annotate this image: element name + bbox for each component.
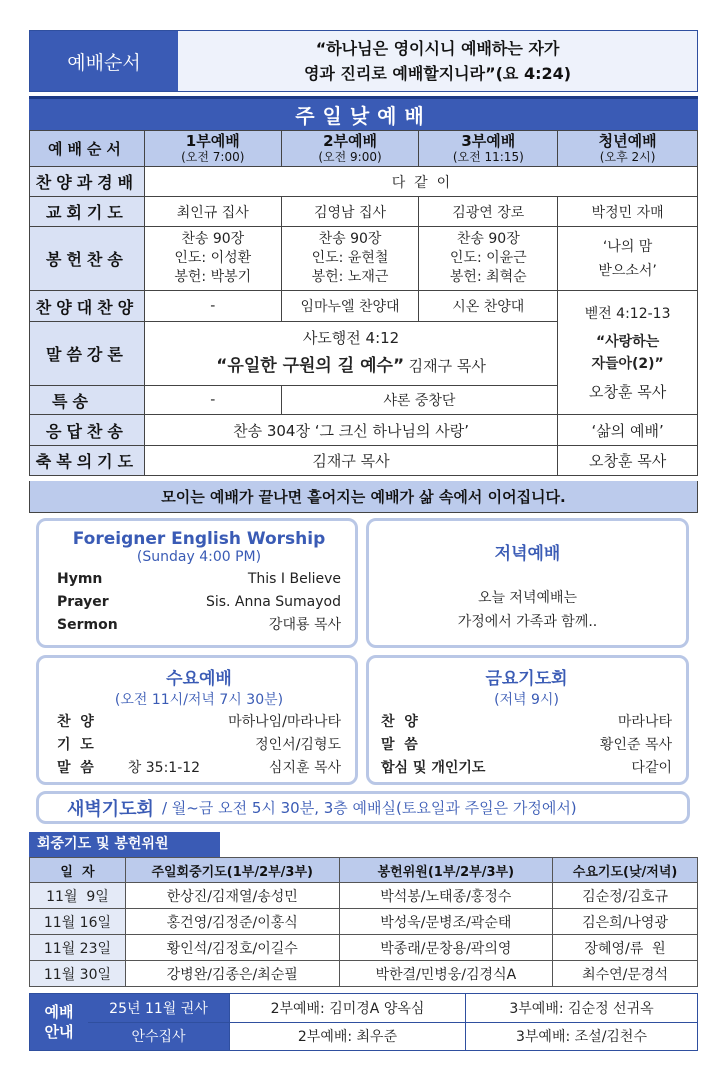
worship-guide (29, 993, 698, 1051)
table-row: 11월 16일 홍건영/김정준/이홍식 박성욱/문병조/곽순태 김은희/나영광 (30, 909, 698, 935)
prayer-2: 김영남 집사 (281, 197, 419, 227)
wednesday-row: 찬 양 마하나임/마라나타 (57, 714, 341, 730)
sunday-order-table (29, 130, 698, 476)
row-response (30, 415, 698, 446)
guide-row-deaconess (88, 994, 697, 1023)
evening-worship-box (366, 518, 689, 648)
row-blessing (30, 446, 698, 476)
label-prayer: 교회기도 (30, 197, 145, 227)
label-order: 예배순서 (30, 131, 145, 167)
guide-label: 예배 안내 (30, 994, 88, 1050)
prayer-3: 김광연 장로 (419, 197, 558, 227)
row-prayer (30, 197, 698, 227)
verse-line-2: 영과 진리로 예배할지니라”(요 4:24) (303, 64, 572, 83)
evening-line-1: 오늘 저녁예배는 (477, 590, 578, 606)
wednesday-row: 말 씀 창 35:1-12 심지훈 목사 (57, 760, 341, 776)
friday-row: 합심 및 개인기도 다같이 (381, 760, 672, 776)
english-worship-time: (Sunday 4:00 PM) (136, 549, 262, 565)
scattered-worship-note: 모이는 예배가 끝나면 흩어지는 예배가 삶 속에서 이어집니다. (29, 481, 698, 513)
response-main: 찬송 304장 ‘그 크신 하나님의 사랑’ (144, 415, 557, 446)
row-praise (30, 167, 698, 197)
offering-1: 찬송 90장 인도: 이성환 봉헌: 박봉기 (144, 227, 281, 291)
blessing-main: 김재구 목사 (144, 446, 557, 476)
english-worship-box (36, 518, 358, 648)
header-label: 예배순서 (30, 31, 178, 91)
english-row: Hymn This I Believe (57, 571, 341, 587)
label-response: 응답찬송 (30, 415, 145, 446)
offering-2: 찬송 90장 인도: 윤현철 봉헌: 노재근 (281, 227, 419, 291)
label-sermon: 말씀강론 (30, 322, 145, 386)
response-youth: ‘삶의 예배’ (558, 415, 698, 446)
label-praise: 찬양과경배 (30, 167, 145, 197)
evening-line-2: 가정에서 가족과 함께.. (457, 614, 598, 630)
guide-row1-third: 3부예배: 김순정 선귀옥 (509, 1000, 654, 1017)
evening-worship-title: 저녁예배 (494, 544, 561, 564)
row-choir (30, 291, 698, 322)
label-blessing: 축복의기도 (30, 446, 145, 476)
guide-row2-label: 안수집사 (88, 1023, 230, 1051)
table-row: 11월 9일 한상진/김재열/송성민 박석봉/노태종/홍정수 김순정/김호규 (30, 883, 698, 909)
friday-title: 금요기도회 (485, 669, 568, 689)
offering-youth: ‘나의 맘 받으소서’ (558, 227, 698, 291)
committee-title: 회중기도 및 봉헌위원 (29, 832, 220, 857)
choir-3: 시온 찬양대 (419, 291, 558, 322)
choir-2: 임마누엘 찬양대 (281, 291, 419, 322)
friday-row: 찬 양 마라나타 (381, 714, 672, 730)
friday-row: 말 씀 황인준 목사 (381, 737, 672, 753)
header (29, 30, 698, 92)
praise-all: 다 같 이 (144, 167, 697, 197)
column-2: 2부예배 (오전 9:00) (281, 131, 419, 167)
choir-1: - (144, 291, 281, 322)
friday-prayer-box (366, 655, 689, 785)
special-2: 샤론 중창단 (281, 386, 558, 415)
offering-3: 찬송 90장 인도: 이윤근 봉헌: 최혁순 (419, 227, 558, 291)
label-special: 특송 (30, 386, 145, 415)
friday-time: (저녁 9시) (494, 692, 559, 708)
row-offering (30, 227, 698, 291)
committee-table (29, 857, 698, 987)
guide-row1-label: 25년 11월 권사 (88, 994, 230, 1022)
prayer-youth: 박정민 자매 (558, 197, 698, 227)
wednesday-worship-box (36, 655, 358, 785)
dawn-prayer-title: 새벽기도회 (67, 798, 154, 820)
verse-line-1: “하나님은 영이시니 예배하는 자가 (315, 39, 560, 58)
prayer-1: 최인규 집사 (144, 197, 281, 227)
wednesday-row: 기 도 정인서/김형도 (57, 737, 341, 753)
guide-row2-second: 2부예배: 최우준 (230, 1023, 466, 1051)
english-worship-title: Foreigner English Worship (72, 529, 326, 549)
youth-sermon: 벧전 4:12-13 “사랑하는 자들아(2)” 오창훈 목사 (558, 291, 698, 415)
committee-header-row: 일 자 주일회중기도(1부/2부/3부) 봉헌위원(1부/2부/3부) 수요기도(낮/저녁) (30, 858, 698, 883)
label-offering: 봉헌찬송 (30, 227, 145, 291)
wednesday-time: (오전 11시/저녁 7시 30분) (114, 692, 284, 708)
table-row: 11월 30일 강병완/김종은/최순필 박한결/민병웅/김경식A 최수연/문경석 (30, 961, 698, 987)
guide-row2-third: 3부예배: 조설/김천수 (516, 1029, 647, 1046)
english-row: Sermon 강대룡 목사 (57, 617, 341, 633)
guide-row-deacon (88, 1023, 697, 1051)
special-1: - (144, 386, 281, 415)
english-row: Prayer Sis. Anna Sumayod (57, 594, 341, 610)
sunday-service-band: 주일낮예배 (29, 96, 698, 130)
column-1: 1부예배 (오전 7:00) (144, 131, 281, 167)
column-3: 3부예배 (오전 11:15) (419, 131, 558, 167)
table-row: 11월 23일 황인석/김정호/이길수 박종래/문창용/곽의영 장혜영/류 원 (30, 935, 698, 961)
dawn-prayer-bar (36, 791, 690, 824)
wednesday-title: 수요예배 (166, 669, 232, 689)
guide-row1-second: 2부예배: 김미경A 양옥심 (230, 994, 466, 1022)
sermon-main: 사도행전 4:12 “유일한 구원의 길 예수” 김재구 목사 (144, 322, 557, 386)
label-choir: 찬양대찬양 (30, 291, 145, 322)
blessing-youth: 오창훈 목사 (558, 446, 698, 476)
dawn-prayer-text: / 월~금 오전 5시 30분, 3층 예배실(토요일과 주일은 가정에서) (161, 799, 577, 817)
table-header-row (30, 131, 698, 167)
column-youth: 청년예배 (오후 2시) (558, 131, 698, 167)
header-verse (178, 31, 697, 91)
